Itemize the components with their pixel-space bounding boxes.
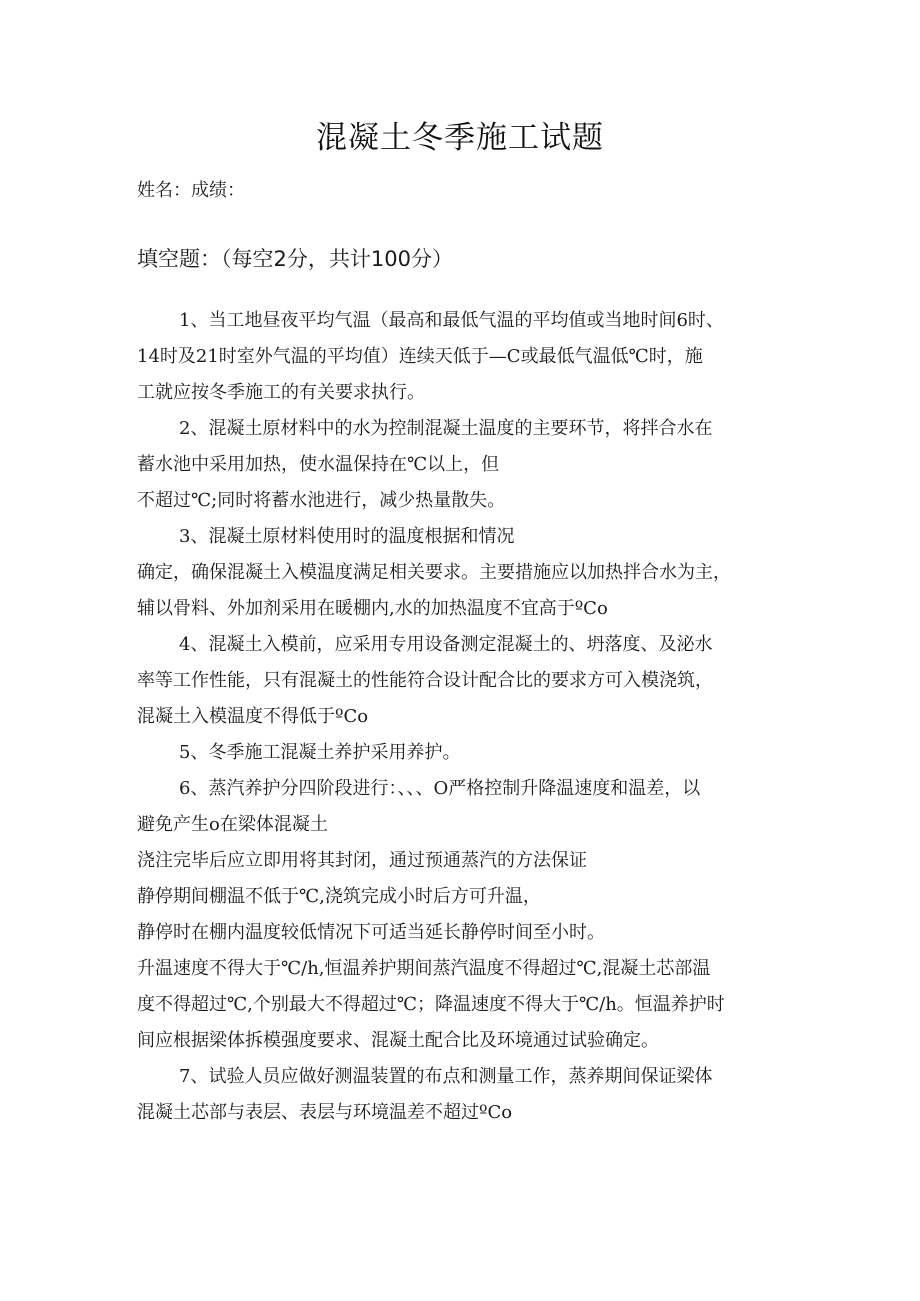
- text-line: 度不得超过℃,个别最大不得超过℃；降温速度不得大于℃/h。恒温养护时: [137, 994, 725, 1015]
- text-line: 蓄水池中采用加热，使水温保持在℃以上，但: [137, 454, 500, 475]
- text-line: 升温速度不得大于℃/h,恒温养护期间蒸汽温度不得超过℃,混凝土芯部温: [137, 958, 711, 979]
- text-line: 静停期间棚温不低于℃,浇筑完成小时后方可升温，: [137, 886, 541, 907]
- text-line: 7、试验人员应做好测温装置的布点和测量工作，蒸养期间保证梁体: [179, 1066, 713, 1087]
- text-line: 间应根据梁体拆模强度要求、混凝土配合比及环境通过试验确定。: [137, 1030, 659, 1051]
- text-line: 静停时在棚内温度较低情况下可适当延长静停时间至小时。: [137, 922, 605, 943]
- text-line: 3、混凝土原材料使用时的温度根据和情况: [179, 526, 515, 547]
- text-line: 6、蒸汽养护分四阶段进行：、、、O严格控制升降温速度和温差，以: [179, 778, 701, 799]
- text-line: 率等工作性能，只有混凝土的性能符合设计配合比的要求方可入模浇筑，: [137, 670, 713, 691]
- text-line: 4、混凝土入模前，应采用专用设备测定混凝土的、坍落度、及泌水: [179, 634, 713, 655]
- text-line: 2、混凝土原材料中的水为控制混凝土温度的主要环节，将拌合水在: [179, 418, 713, 439]
- question-body: [137, 303, 797, 1131]
- text-line: 浇注完毕后应立即用将其封闭，通过预通蒸汽的方法保证: [137, 850, 587, 871]
- text-line: 混凝土入模温度不得低于ºCo: [137, 706, 369, 727]
- text-line: 避免产生o在梁体混凝土: [137, 814, 328, 835]
- section-heading: 填空题：（每空2分，共计100分）: [137, 247, 453, 271]
- text-line: 混凝土芯部与表层、表层与环境温差不超过ºCo: [137, 1102, 513, 1123]
- text-line: 5、冬季施工混凝土养护采用养护。: [179, 742, 461, 763]
- text-line: 工就应按冬季施工的有关要求执行。: [137, 382, 425, 403]
- document-title: 混凝土冬季施工试题: [316, 120, 604, 156]
- text-line: 确定，确保混凝土入模温度满足相关要求。主要措施应以加热拌合水为主，: [137, 562, 731, 583]
- text-line: 辅以骨料、外加剂采用在暖棚内,水的加热温度不宜高于ºCo: [137, 598, 608, 619]
- name-score-line: 姓名：成绩：: [137, 180, 245, 201]
- text-line: 不超过℃;同时将蓄水池进行，减少热量散失。: [137, 490, 506, 511]
- text-line: 14时及21时室外气温的平均值）连续天低于—C或最低气温低℃时，施: [137, 346, 703, 367]
- text-line: 1、当工地昼夜平均气温（最高和最低气温的平均值或当地时间6时、: [179, 310, 724, 331]
